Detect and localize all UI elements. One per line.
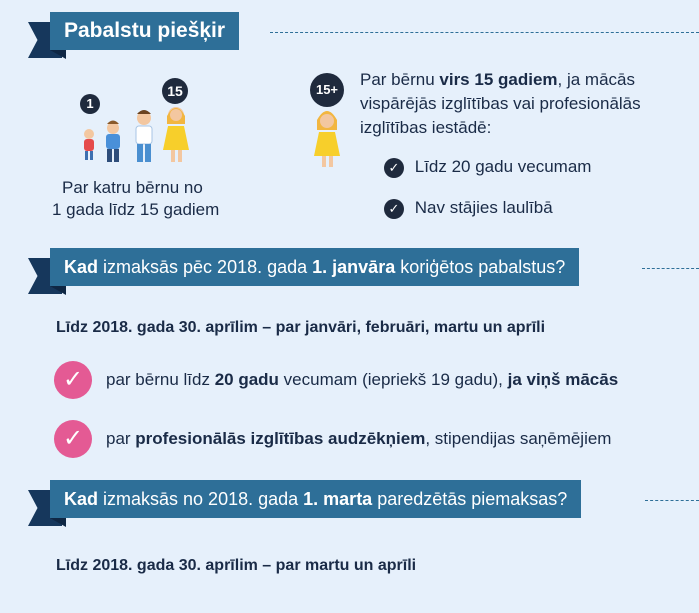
pink-check-icon: ✓ [54,361,92,399]
section3-subhead: Līdz 2018. gada 30. aprīlim – par martu un aprīli [56,557,417,574]
right-text-line1: Par bērnu virs 15 gadiem, ja mācās [360,70,635,89]
section2-divider [642,268,699,269]
age-badge-15: 15 [162,78,188,104]
section1-divider [270,32,699,33]
section2-title: Kad izmaksās pēc 2018. gada 1. janvāra koriģētos pabalstus? [50,248,579,286]
section3-title: Kad izmaksās no 2018. gada 1. marta paredzētās piemaksas? [50,480,581,518]
check-item-1: ✓ Līdz 20 gadu vecumam [384,157,591,178]
left-caption-line2: 1 gada līdz 15 gadiem [52,200,220,219]
left-caption-line1: Par katru bērnu no [62,178,203,197]
section2-item2: par profesionālās izglītības audzēkņiem, stipendijas saņēmējiem [106,429,612,448]
right-text-line3: izglītības iestādē: [360,118,492,137]
check-circle-icon: ✓ [384,158,404,178]
section1-title: Pabalstu piešķir [50,12,239,50]
right-text-line2: vispārējās izglītības vai profesionālās [360,94,641,113]
section3-divider [645,500,699,501]
check-circle-icon: ✓ [384,199,404,219]
age-badge-1: 1 [80,94,100,114]
pink-check-icon: ✓ [54,420,92,458]
check-item-2: ✓ Nav stājies laulībā [384,198,553,219]
girl-icon [310,108,344,170]
age-badge-15plus: 15+ [310,73,344,107]
section2-subhead: Līdz 2018. gada 30. aprīlim – par janvāri, februāri, martu un aprīli [56,319,546,336]
section2-item1: par bērnu līdz 20 gadu vecumam (iepriekš 19 gadu), ja viņš mācās [106,370,619,389]
